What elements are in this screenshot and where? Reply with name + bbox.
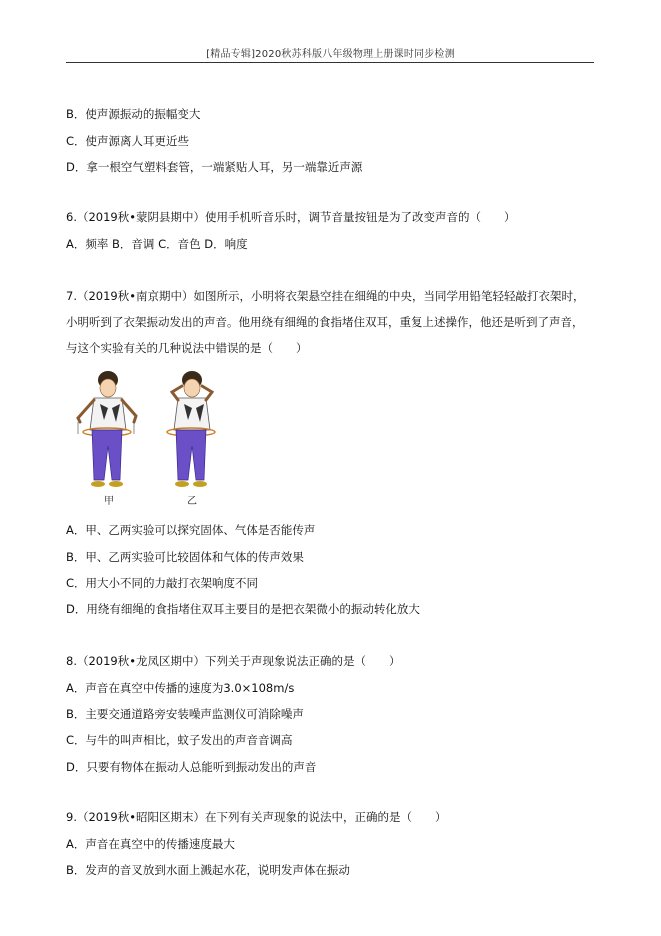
q9-option-a: A．声音在真空中的传播速度最大 [66,837,235,851]
q6-stem: 6.（2019秋•蒙阴县期中）使用手机听音乐时，调节音量按钮是为了改变声音的（ ） [66,210,516,224]
figure-label-yi: 乙 [187,496,197,507]
experiment-illustration [64,368,244,508]
q7-stem-line2: 小明听到了衣架振动发出的声音。他用绕有细绳的食指堵住双耳，重复上述操作，他还是听到了声音， [66,315,584,329]
q5-option-c: C．使声源离人耳更近些 [66,134,190,148]
q7-stem-line1: 7.（2019秋•南京期中）如图所示，小明将衣架悬空挂在细绳的中央，当同学用铅笔轻轻敲打衣架时， [66,289,585,303]
q7-figure [64,368,244,508]
q9-stem: 9.（2019秋•昭阳区期末）在下列有关声现象的说法中，正确的是（ ） [66,810,447,824]
q7-stem-line3: 与这个实验有关的几种说法中错误的是（ ） [66,341,308,355]
q8-option-a: A．声音在真空中传播的速度为3.0×108m/s [66,681,295,695]
q6-options: A．频率 B．音调 C．音色 D．响度 [66,237,248,251]
header-divider [66,62,594,63]
q8-option-d: D．只要有物体在振动人总能听到振动发出的声音 [66,760,317,774]
q7-option-a: A．甲、乙两实验可以探究固体、气体是否能传声 [66,523,316,537]
boy-figure-right [167,371,215,507]
q9-option-b: B．发声的音叉放到水面上溅起水花，说明发声体在振动 [66,863,350,877]
q8-option-c: C．与牛的叫声相比，蚊子发出的声音音调高 [66,733,293,747]
q7-option-c: C．用大小不同的力敲打衣架响度不同 [66,576,259,590]
boy-figure-left [78,371,136,507]
q5-option-b: B．使声源振动的振幅变大 [66,107,201,121]
q8-option-b: B．主要交通道路旁安装噪声监测仪可消除噪声 [66,707,304,721]
q8-stem: 8.（2019秋•龙凤区期中）下列关于声现象说法正确的是（ ） [66,654,401,668]
q7-option-d: D．用绕有细绳的食指堵住双耳主要目的是把衣架微小的振动转化放大 [66,602,420,616]
figure-label-jia: 甲 [104,496,114,507]
q5-option-d: D．拿一根空气塑料套管，一端紧贴人耳，另一端靠近声源 [66,160,363,174]
page-header: [精品专辑]2020秋苏科版八年级物理上册课时同步检测 [206,49,455,60]
q7-option-b: B．甲、乙两实验可比较固体和气体的传声效果 [66,550,304,564]
